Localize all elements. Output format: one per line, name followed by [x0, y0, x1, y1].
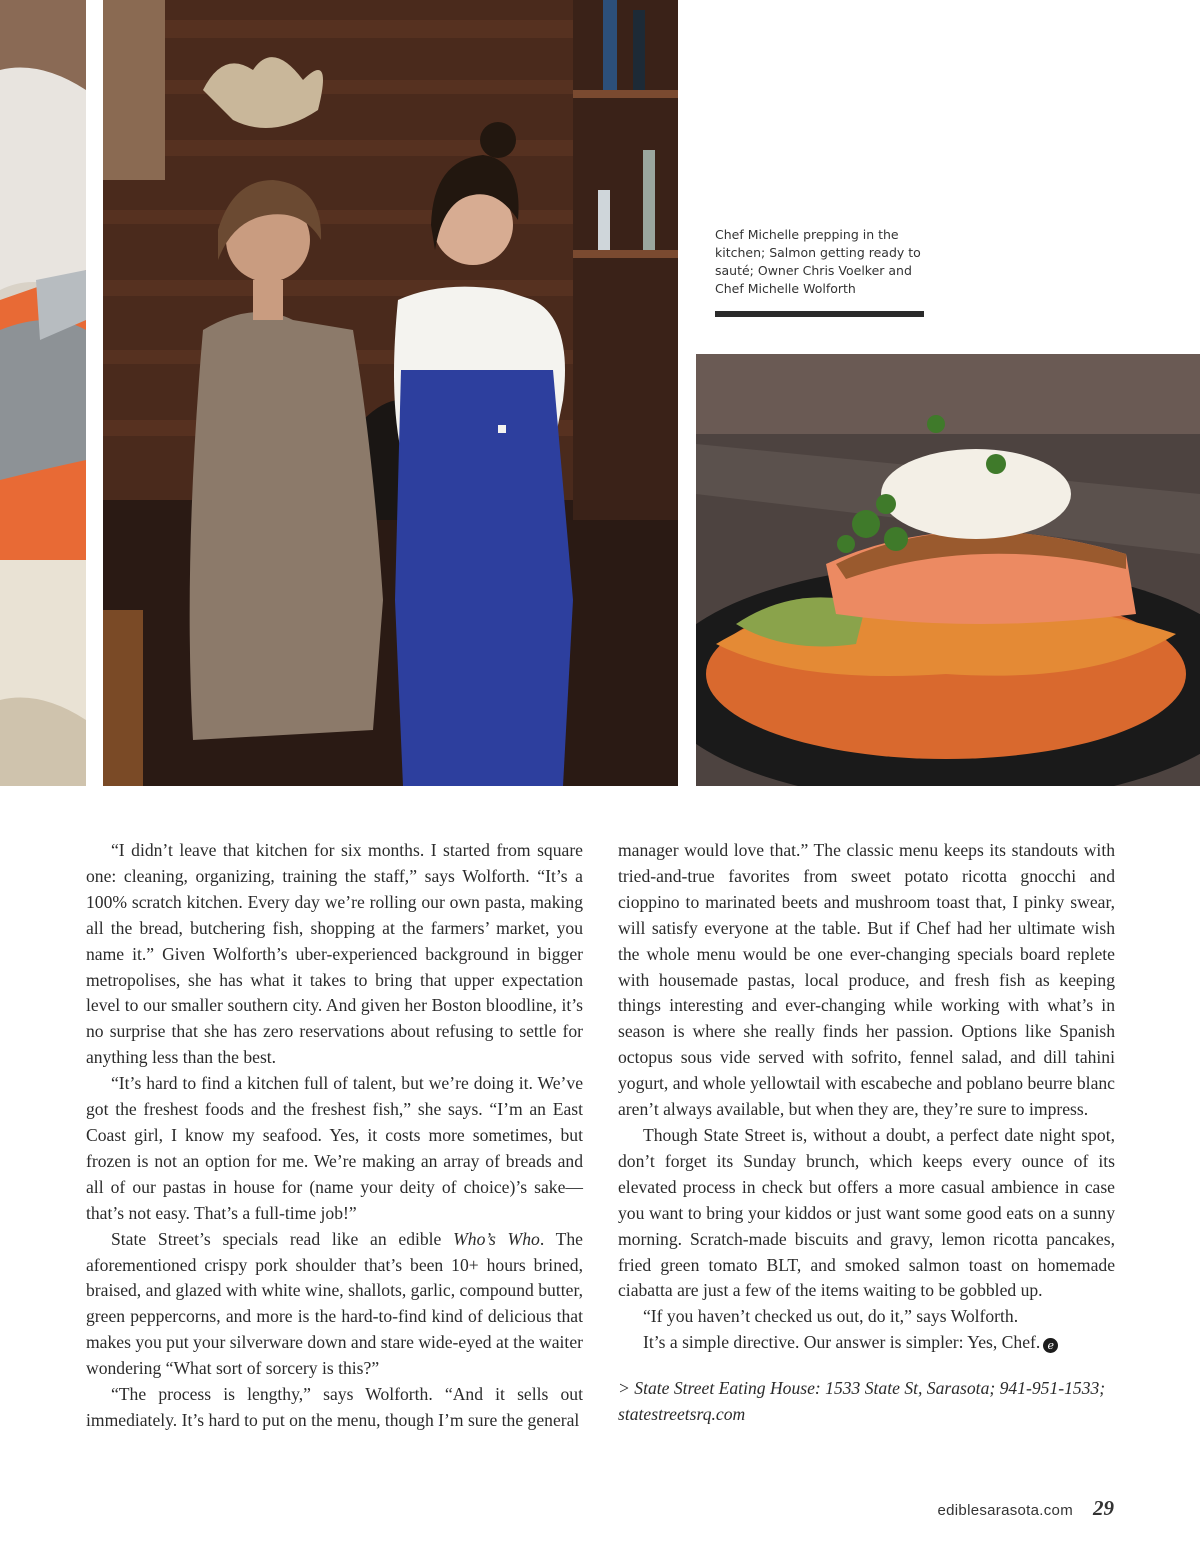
edible-logo-icon: e [1043, 1338, 1058, 1353]
paragraph: “If you haven’t checked us out, do it,” says Wolforth. [643, 1306, 1019, 1327]
paragraph: “It’s hard to find a kitchen full of talent, but we’re doing it. We’ve got the freshest foods and the freshest fish,” she says. “I’m an East Coast girl, I know my seafood. Yes, it costs more sometimes, but frozen is not an option for me. We’re making an array of breads and all of our pastas in house for (name your deity of choice)’s sake—that’s not easy. That’s a full-time job!” [86, 1073, 583, 1223]
page-number: 29 [1093, 1496, 1114, 1520]
photo-caption: Chef Michelle prepping in the kitchen; Salmon getting ready to sauté; Owner Chris Voelker and Chef Michelle Wolforth [715, 227, 921, 296]
paragraph [618, 1330, 1115, 1356]
article-column-right [618, 838, 1115, 1428]
paragraph: manager would love that.” The classic menu keeps its standouts with tried-and-true favorites from sweet potato ricotta gnocchi and cioppino to marinated beets and mushroom toast that, I pinky swear, will satisfy everyone at the table. But if Chef had her ultimate wish the whole menu would be one ever-changing specials board replete with housemade pastas, local produce, and fresh fish as keeping things interesting and ever-changing while working with what’s in season is where she really finds her passion. Options like Spanish octopus sous vide served with sofrito, fennel salad, and dill tahini yogurt, and whole yellowtail with escabeche and poblano beurre blanc aren’t always available, but when they are, they’re sure to impress. [618, 840, 1115, 1120]
paragraph [86, 1227, 583, 1382]
salmon-prep-photo [0, 0, 86, 786]
article-column-left [86, 838, 583, 1434]
page-footer [938, 1496, 1114, 1521]
caption-divider [715, 311, 924, 317]
paragraph: Though State Street is, without a doubt, a perfect date night spot, don’t forget its Sunday brunch, which keeps every ounce of its elevated process in check but offers a more casual ambience in case you want to bring your kiddos or just want some good eats on a sunny morning. Scratch-made biscuits and gravy, lemon ricotta pancakes, fried green tomato BLT, and smoked salmon toast on homemade ciabatta are just a few of the items waiting to be gobbled up. [618, 1124, 1115, 1301]
paragraph-text: . The aforementioned crispy pork shoulder that’s been 10+ hours brined, braised, and glazed with white wine, shallots, garlic, compound butter, green peppercorns, and more is the hard-to-find kind of delicious that makes you put your silverware down and stare wide-eyed at the waiter wondering “What sort of sorcery is this?” [86, 1228, 583, 1379]
paragraph: “I didn’t leave that kitchen for six months. I started from square one: cleaning, organizing, training the staff,” says Wolforth. “It’s a 100% scratch kitchen. Every day we’re rolling our own pasta, making all the bread, butchering fish, shopping at the farmers’ market, you name it.” Given Wolforth’s uber-experienced background in bigger metropolises, she has what it takes to bring that upper expectation level to our smaller southern city. And given her Boston bloodline, it’s no surprise that she has zero reservations about refusing to settle for anything less than the best. [86, 840, 583, 1068]
paragraph-text: State Street’s specials read like an edible [111, 1228, 454, 1249]
closing-line: It’s a simple directive. Our answer is simpler: Yes, Chef. [643, 1332, 1041, 1353]
restaurant-address: > State Street Eating House: 1533 State St, Sarasota; 941-951-1533; statestreetsrq.com [618, 1378, 1106, 1425]
plated-salmon-photo [696, 354, 1200, 786]
owner-and-chef-portrait-photo [103, 0, 678, 786]
paragraph: “The process is lengthy,” says Wolforth. “And it sells out immediately. It’s hard to put on the menu, though I’m sure the general [86, 1384, 583, 1430]
footer-website: ediblesarasota.com [937, 1502, 1073, 1519]
publication-title: Who’s Who [453, 1228, 540, 1249]
